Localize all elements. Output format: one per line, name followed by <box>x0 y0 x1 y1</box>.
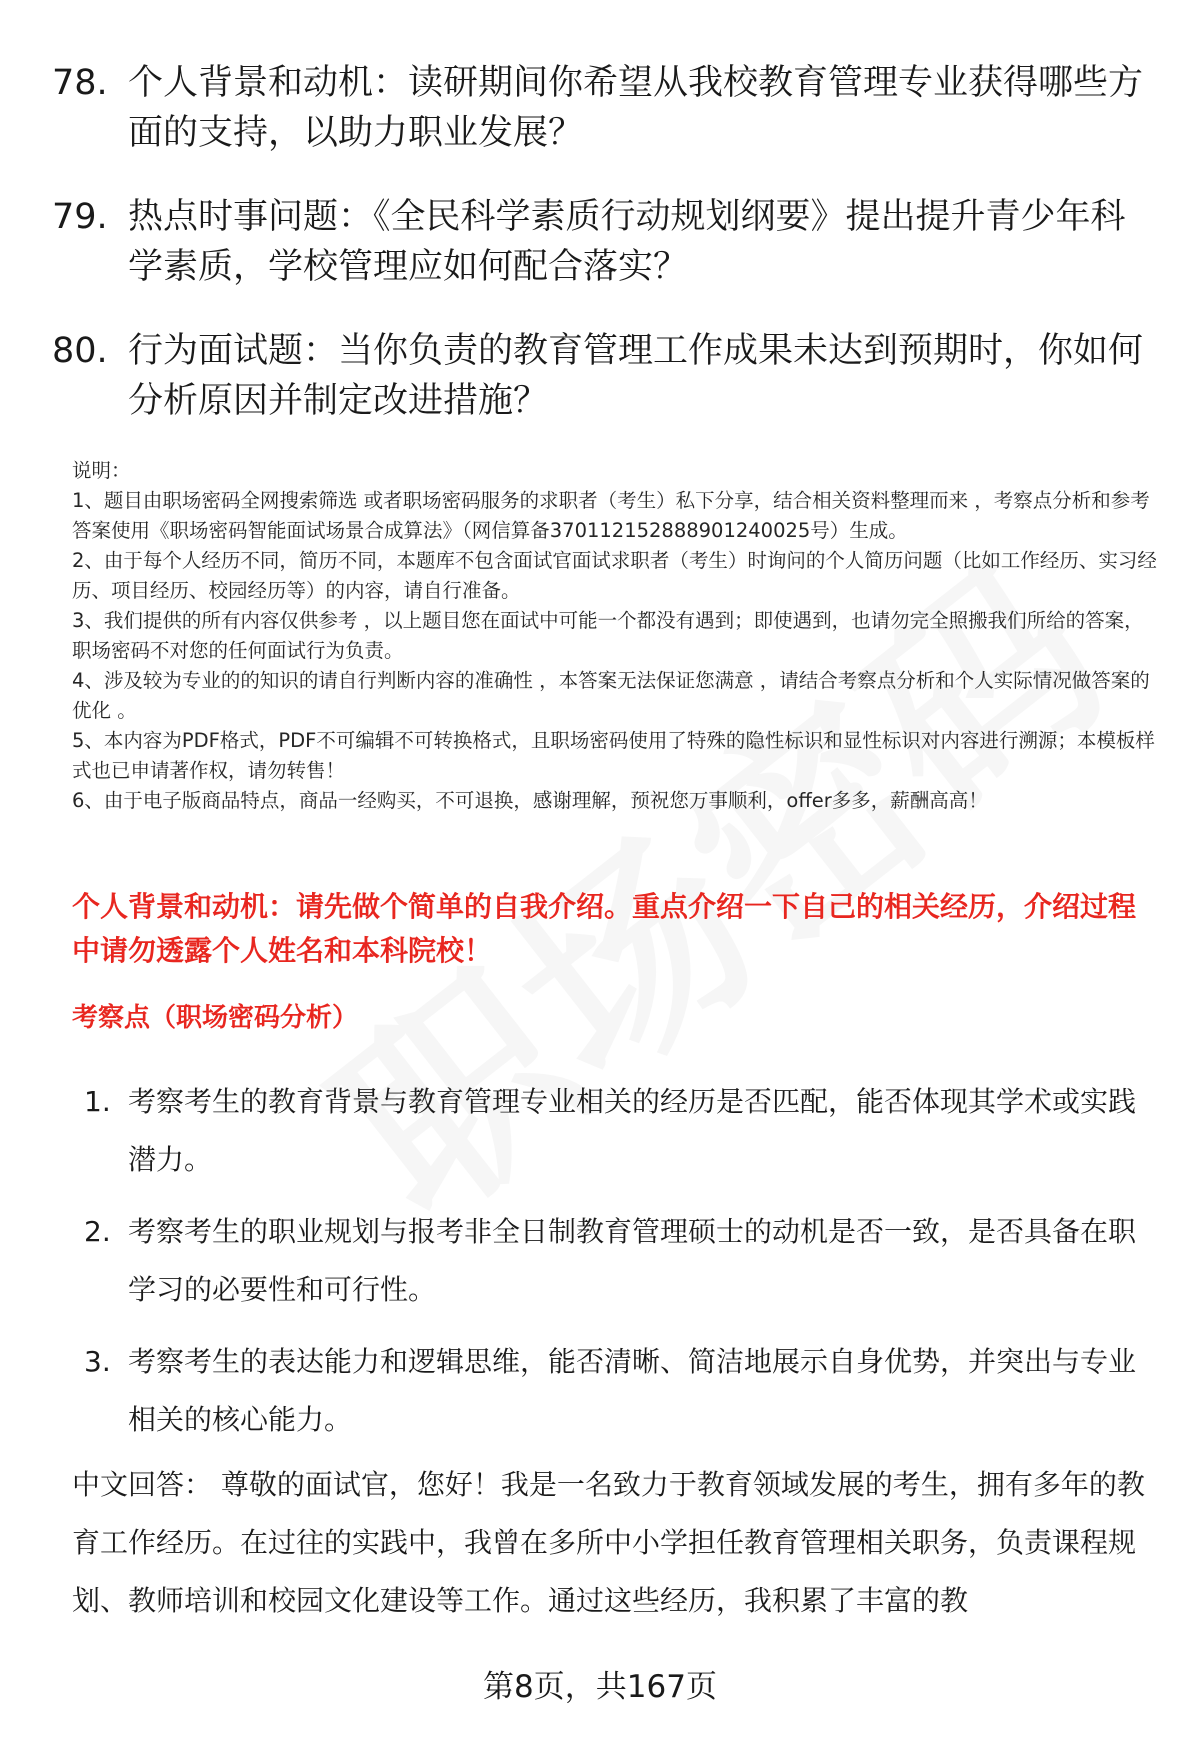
question-number: 79. <box>52 197 108 237</box>
analysis-point <box>84 1073 1154 1189</box>
note-item: 6、由于电子版商品特点，商品一经购买，不可退换，感谢理解，预祝您万事顺利，offer多多，薪酬高高！ <box>72 789 988 812</box>
question-80 <box>52 326 1152 426</box>
note-item: 3、我们提供的所有内容仅供参考 ，以上题目您在面试中可能一个都没有遇到；即使遇到，也请勿完全照搬我们所给的答案，职场密码不对您的任何面试行为负责。 <box>72 609 1144 662</box>
analysis-title: 考察点（职场密码分析） <box>72 1003 359 1033</box>
analysis-point <box>84 1333 1154 1449</box>
question-78 <box>52 58 1152 158</box>
note-item: 1、题目由职场密码全网搜索筛选 或者职场密码服务的求职者（考生）私下分享，结合相关资料整理而来 ，考察点分析和参考答案使用《职场密码智能面试场景合成算法》（网信算备370112152888901240025号）生成。 <box>72 489 1150 542</box>
point-text: 考察考生的表达能力和逻辑思维，能否清晰、简洁地展示自身优势，并突出与专业相关的核心能力。 <box>128 1345 1137 1436</box>
section-title: 个人背景和动机：请先做个简单的自我介绍。重点介绍一下自己的相关经历，介绍过程中请勿透露个人姓名和本科院校！ <box>72 890 1137 967</box>
point-text: 考察考生的教育背景与教育管理专业相关的经历是否匹配，能否体现其学术或实践潜力。 <box>128 1085 1137 1176</box>
answer-text: 中文回答： 尊敬的面试官，您好！我是一名致力于教育领域发展的考生，拥有多年的教育工作经历。在过往的实践中，我曾在多所中小学担任教育管理相关职务，负责课程规划、教师培训和校园文化建设等工作。通过这些经历，我积累了丰富的教 <box>72 1468 1145 1617</box>
notes-section <box>72 456 1162 816</box>
page-footer: 第8页，共167页 <box>483 1669 717 1705</box>
notes-heading: 说明： <box>72 459 131 482</box>
question-text: 个人背景和动机：读研期间你希望从我校教育管理专业获得哪些方面的支持，以助力职业发展？ <box>128 63 1144 153</box>
note-item: 2、由于每个人经历不同，简历不同，本题库不包含面试官面试求职者（考生）时询问的个人简历问题（比如工作经历、实习经历、项目经历、校园经历等）的内容，请自行准备。 <box>72 549 1157 602</box>
point-number: 2. <box>84 1215 111 1248</box>
analysis-point <box>84 1203 1154 1319</box>
note-item: 4、涉及较为专业的的知识的请自行判断内容的准确性 ，本答案无法保证您满意 ，请结合考察点分析和个人实际情况做答案的优化 。 <box>72 669 1150 722</box>
question-number: 80. <box>52 331 108 371</box>
question-text: 热点时事问题：《全民科学素质行动规划纲要》提出提升青少年科学素质，学校管理应如何配合落实？ <box>128 197 1126 287</box>
question-number: 78. <box>52 63 108 103</box>
analysis-points <box>84 1073 1154 1463</box>
note-item: 5、本内容为PDF格式，PDF不可编辑不可转换格式，且职场密码使用了特殊的隐性标识和显性标识对内容进行溯源；本模板样式也已申请著作权，请勿转售！ <box>72 729 1155 782</box>
point-number: 3. <box>84 1345 111 1378</box>
question-79 <box>52 192 1152 292</box>
point-text: 考察考生的职业规划与报考非全日制教育管理硕士的动机是否一致，是否具备在职学习的必要性和可行性。 <box>128 1215 1137 1306</box>
question-text: 行为面试题：当你负责的教育管理工作成果未达到预期时，你如何分析原因并制定改进措施？ <box>128 331 1144 421</box>
point-number: 1. <box>84 1085 111 1118</box>
